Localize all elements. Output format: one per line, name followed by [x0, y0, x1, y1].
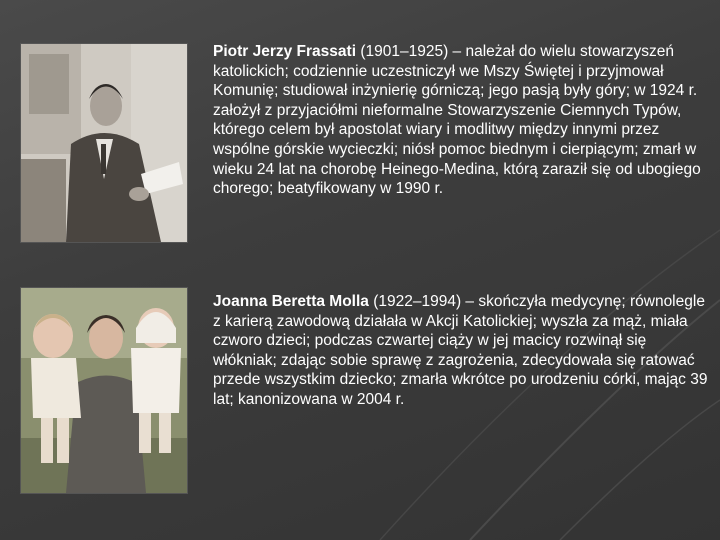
- bio-text: (1922–1994) – skończyła medycynę; równolegle z karierą zawodową działała w Akcji Katolickiej; wyszła za mąż, miała czworo dzieci; podczas czwartej ciąży w jej macicy rozwinął się włókniak; zdając sobie sprawę z zagrożenia, zdecydowała się ratować przede wszystkim dziecko; zmarła wkrótce po urodzeniu córki, mając 39 lat; kanonizowana w 2004 r.: [213, 293, 708, 408]
- bio-joanna-beretta-molla: [213, 292, 711, 410]
- photo-piotr-frassati: [20, 43, 188, 243]
- bio-name: Joanna Beretta Molla: [213, 293, 369, 310]
- photo-joanna-beretta-molla: [20, 287, 188, 494]
- bio-text: (1901–1925) – należał do wielu stowarzyszeń katolickich; codziennie uczestniczył we Mszy Świętej i przyjmował Komunię; studiował inżynierię górniczą; jego pasją były góry; w 1924 r. założył z przyjaciółmi nieformalne Stowarzyszenie Ciemnych Typów, którego celem był apostolat wiary i modlitwy między innymi przez wspólne górskie wycieczki; niósł pomoc biednym i cierpiącym; zmarł w wieku 24 lat na chorobę Heinego-Medina, którą zaraził się od ubogiego chorego; beatyfikowany w 1990 r.: [213, 43, 701, 198]
- bio-name: Piotr Jerzy Frassati: [213, 43, 357, 60]
- bio-piotr-frassati: [213, 42, 711, 199]
